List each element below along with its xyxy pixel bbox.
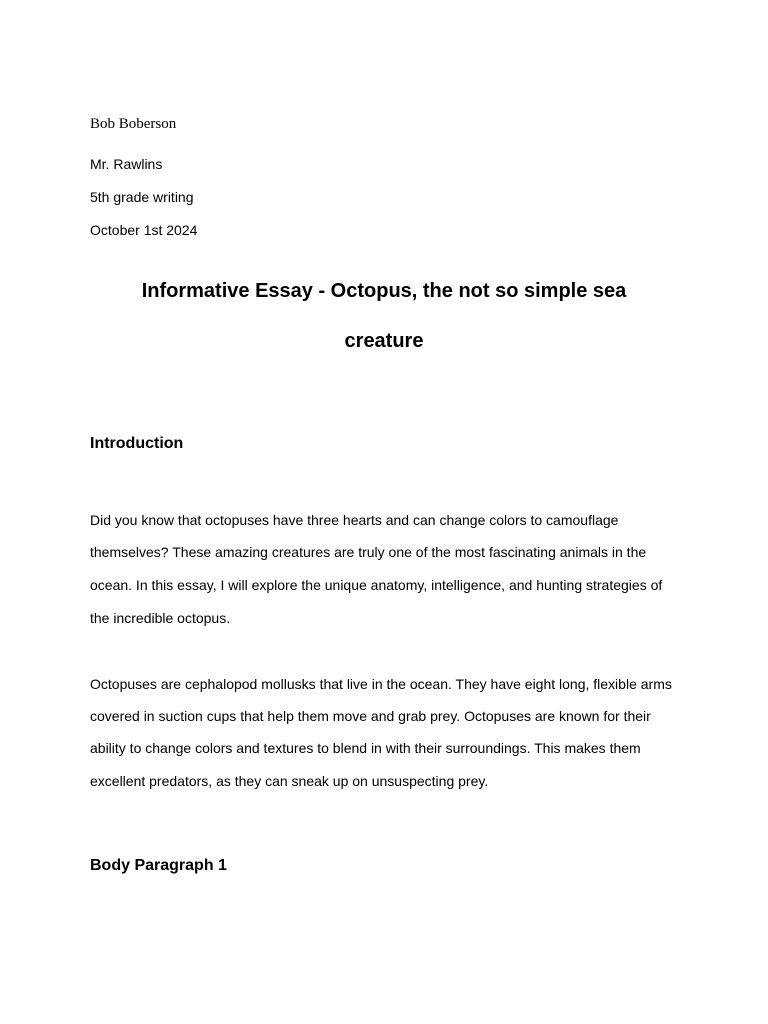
introduction-heading: Introduction	[90, 435, 184, 452]
essay-date: October 1st 2024	[90, 222, 198, 238]
paragraph-2-line: covered in suction cups that help them move and grab prey. Octopuses are known for their	[90, 708, 651, 724]
paragraph-2-line: ability to change colors and textures to blend in with their surroundings. This makes them	[90, 740, 641, 756]
student-name: Bob Boberson	[90, 116, 177, 132]
teacher-name: Mr. Rawlins	[90, 156, 163, 172]
paragraph-2-line: excellent predators, as they can sneak up on unsuspecting prey.	[90, 773, 489, 789]
essay-title-line-2: creature	[344, 330, 424, 352]
paragraph-1-line: Did you know that octopuses have three hearts and can change colors to camouflage	[90, 512, 619, 528]
paragraph-1-line: ocean. In this essay, I will explore the unique anatomy, intelligence, and hunting strategies of	[90, 577, 663, 593]
paragraph-1-line: themselves? These amazing creatures are truly one of the most fascinating animals in the	[90, 544, 647, 560]
course-name: 5th grade writing	[90, 189, 194, 205]
body-paragraph-1-heading: Body Paragraph 1	[90, 857, 227, 874]
essay-title-line-1: Informative Essay - Octopus, the not so simple sea	[141, 280, 627, 302]
paragraph-1-line: the incredible octopus.	[90, 610, 231, 626]
paragraph-2-line: Octopuses are cephalopod mollusks that live in the ocean. They have eight long, flexible arms	[90, 676, 672, 692]
